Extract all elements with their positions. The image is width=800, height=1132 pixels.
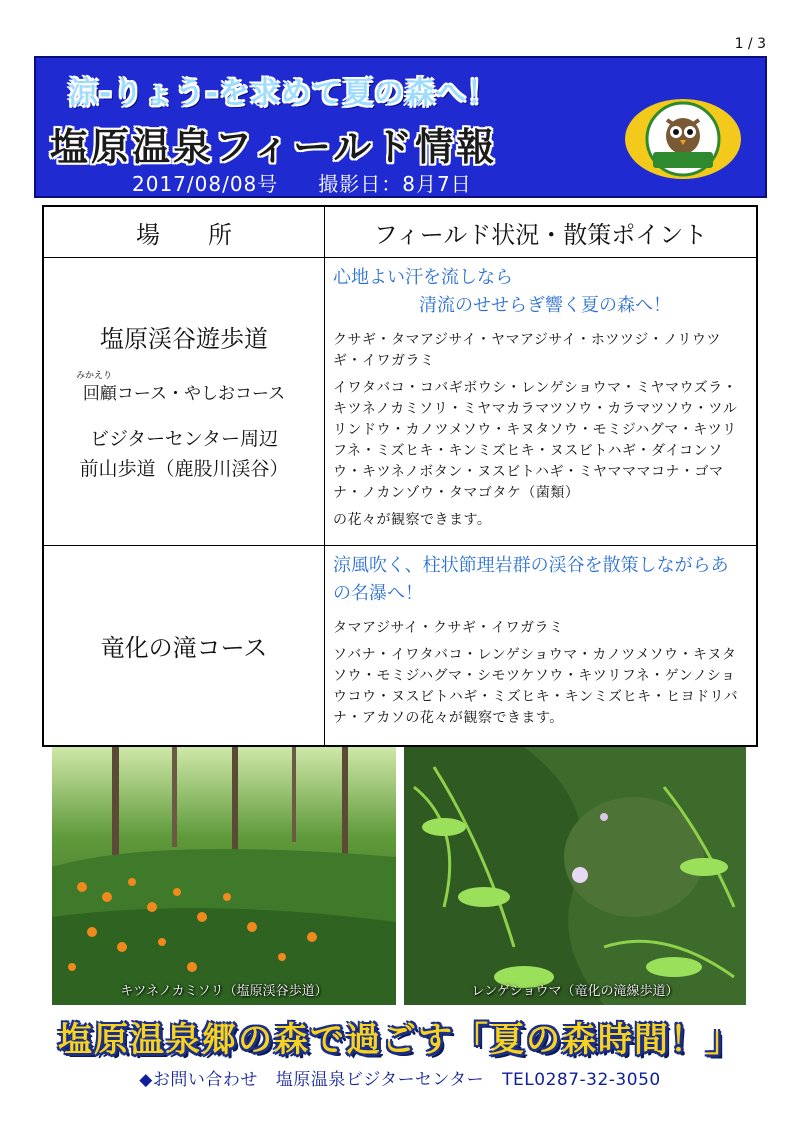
place-name: 竜化の滝コース: [100, 633, 268, 662]
place-name: 塩原渓谷遊歩道: [100, 325, 268, 353]
contact-info: [0, 1065, 800, 1090]
contact-phone: TEL0287-32-3050: [502, 1070, 661, 1090]
slogan: 塩原温泉郷の森で過ごす「夏の森時間！」: [58, 1020, 742, 1060]
contact-label: ◆お問い合わせ: [139, 1070, 258, 1090]
plant-list: タマアジサイ・クサギ・イワガラミ: [333, 620, 564, 636]
shoot-date: 撮影日：8月7日: [318, 172, 472, 196]
issue-number: 2017/08/08号: [132, 172, 279, 196]
plant-list: クサギ・タマアジサイ・ヤマアジサイ・ホツツジ・ノリウツギ・イワガラミ: [333, 332, 721, 369]
contact-organization: 塩原温泉ビジターセンター: [275, 1070, 485, 1090]
table-row: [43, 546, 757, 746]
sub-area: [48, 424, 320, 484]
headline: 涼風吹く、柱状節理岩群の渓谷を散策しながらあの名瀑へ！: [333, 555, 729, 604]
ruby-reading: みかえり: [76, 371, 113, 381]
place-cell: [43, 258, 325, 546]
sub-area-line: ビジターセンター周辺: [89, 428, 279, 450]
header-status: フィールド状況・散策ポイント: [325, 206, 758, 258]
plant-list: の花々が観察できます。: [333, 512, 492, 528]
table-header-row: [43, 206, 757, 258]
table-row: [43, 258, 757, 546]
headline-line: 心地よい汗を流しなら: [333, 267, 513, 288]
header-banner: [34, 56, 767, 198]
headline: [333, 264, 746, 320]
header-place: 場 所: [43, 206, 325, 258]
photo-caption: レンゲショウマ（竜化の滝線歩道）: [471, 984, 679, 999]
plant-list: ソバナ・イワタバコ・レンゲショウマ・カノツメソウ・キヌタソウ・モミジハグマ・シモツケソウ・キツリフネ・ゲンノショウコウ・ヌスビトハギ・ミズヒキ・キンミズヒキ・ヒヨドリバナ・アカソの花々が観察できます。: [333, 647, 739, 726]
page-number: 1 / 3: [734, 36, 766, 52]
photo-lily-forest: [52, 747, 396, 1005]
status-cell: [325, 258, 758, 546]
issue-dateline: [132, 168, 472, 197]
course-names: 回顧コース・やしおコース: [82, 384, 286, 404]
status-cell: [325, 546, 758, 746]
page-title: 塩原温泉フィールド情報: [50, 125, 498, 169]
field-info-table: [42, 205, 758, 747]
photo-caption: キツネノカミソリ（塩原渓谷歩道）: [120, 984, 328, 999]
photo-anemonopsis-rock: [404, 747, 746, 1005]
plant-list: イワタバコ・コバギボウシ・レンゲショウマ・ミヤマウズラ・キツネノカミソリ・ミヤマカラマツソウ・カラマツソウ・ツルリンドウ・カノツメソウ・キヌタソウ・モミジハグマ・キツリフネ・ミズヒキ・キンミズヒキ・ヌスビトハギ・ダイコンソウ・キツネノボタン・ヌスビトハギ・ミヤマママコナ・ゴマナ・ノカンゾウ・タマゴタケ（菌類）: [333, 380, 738, 501]
place-cell: [43, 546, 325, 746]
catchphrase: 涼-りょう-を求めて夏の森へ！: [68, 76, 498, 111]
headline-line: 清流のせせらぎ響く夏の森へ！: [419, 295, 671, 316]
sub-area-line: 前山歩道（鹿股川渓谷）: [79, 458, 289, 480]
nature-world-owl-logo: [623, 96, 743, 182]
